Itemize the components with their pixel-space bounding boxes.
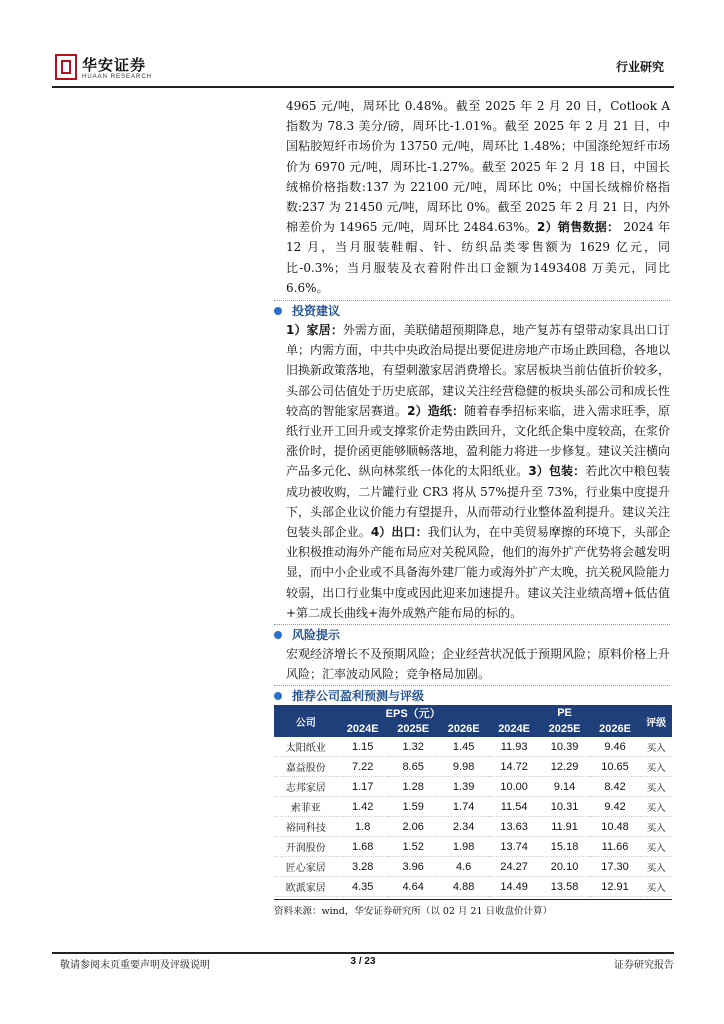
logo-name-cn: 华安证券 [82,56,147,74]
company-name: 嘉益股份 [274,757,337,777]
eps-cell: 1.17 [337,777,387,797]
table-title: 推荐公司盈利预测与评级 [292,689,425,704]
logo-name-en: HUAAN RESEARCH [82,74,153,80]
investment-paragraph [286,320,670,623]
investment-title: 投资建议 [292,304,341,319]
eps-cell: 1.74 [438,797,488,817]
pe-cell: 13.63 [489,817,539,837]
pe-cell: 9.42 [590,797,640,817]
col-rating: 评级 [640,705,672,737]
pe-cell: 15.18 [539,837,589,857]
table-row [274,857,672,877]
pe-cell: 9.14 [539,777,589,797]
col-company: 公司 [274,705,337,737]
year-header: 2024E [337,721,387,737]
pe-cell: 11.66 [590,837,640,857]
rating-cell: 买入 [640,777,672,797]
eps-cell: 1.45 [438,737,488,757]
risk-paragraph: 宏观经济增长不及预期风险；企业经营状况低于预期风险；原料价格上升风险；汇率波动风险；竞争格局加剧。 [286,647,671,682]
company-name: 志邦家居 [274,777,337,797]
home-text: 外需方面，美联储超预期降息，地产复苏有望带动家具出口订单；内需方面，中共中央政治局提出要促进房地产市场止跌回稳，各地以旧换新政策落地，有望刺激家居消费增长。家居板块当前估值折价较多，头部公司估值处于历史底部，建议关注经营稳健的板块头部公司和成长性较高的智能家居赛道。 [286,323,671,418]
table-row [274,877,672,897]
rating-cell: 买入 [640,757,672,777]
report-category: 行业研究 [615,60,664,74]
eps-cell: 3.96 [388,857,438,877]
pe-cell: 11.93 [489,737,539,757]
pe-cell: 10.31 [539,797,589,817]
pe-cell: 11.91 [539,817,589,837]
year-header: 2024E [489,721,539,737]
eps-cell: 1.8 [337,817,387,837]
rating-cell: 买入 [640,837,672,857]
eps-cell: 1.39 [438,777,488,797]
pe-cell: 10.39 [539,737,589,757]
risk-title: 风险提示 [292,628,341,643]
year-header: 2025E [539,721,589,737]
sales-text: 2024 年 12 月，当月服装鞋帽、针、纺织品类零售额为 1629 亿元，同比-0.3%；当月服装及衣着附件出口金额为1493408 万美元，同比6.6%。 [286,220,670,295]
forecast-table [274,705,672,897]
pe-cell: 17.30 [590,857,640,877]
pe-cell: 11.54 [489,797,539,817]
eps-cell: 4.88 [438,877,488,897]
table-row [274,777,672,797]
eps-cell: 7.22 [337,757,387,777]
eps-cell: 9.98 [438,757,488,777]
col-pe: PE [489,705,640,721]
eps-cell: 1.68 [337,837,387,857]
eps-cell: 1.42 [337,797,387,817]
year-header: 2026E [438,721,488,737]
table-row [274,837,672,857]
rating-cell: 买入 [640,817,672,837]
table-section-header [274,685,670,705]
rating-cell: 买入 [640,797,672,817]
huaan-logo-icon [55,54,77,80]
sales-label: 2）销售数据： [537,220,620,235]
investment-section-header [274,300,670,320]
table-row [274,817,672,837]
page-number: 3 / 23 [350,956,376,967]
pe-cell: 12.29 [539,757,589,777]
eps-cell: 4.64 [388,877,438,897]
market-data-paragraph [286,96,670,298]
export-label: 4）出口： [370,525,428,540]
eps-cell: 1.98 [438,837,488,857]
eps-cell: 1.15 [337,737,387,757]
footer-report-type: 证券研究报告 [614,960,674,971]
eps-cell: 4.6 [438,857,488,877]
export-text: 我们认为，在中美贸易摩擦的环境下，头部企业积极推动海外产能布局应对关税风险，他们的海外扩产优势将会越发明显，而中小企业或不具备海外建厂能力或海外扩产太晚，抗关税风险能力较弱，出口行业集中度或因此迎来加速提升。建议关注业绩高增+低估值+第二成长曲线+海外成熟产能布局的标的。 [286,525,671,620]
eps-cell: 2.06 [388,817,438,837]
year-header: 2025E [388,721,438,737]
bullet-icon [274,307,282,315]
year-header: 2026E [590,721,640,737]
company-name: 裕同科技 [274,817,337,837]
paper-label: 2）造纸： [407,403,465,418]
eps-cell: 1.52 [388,837,438,857]
home-label: 1）家居： [286,323,343,338]
rating-cell: 买入 [640,877,672,897]
rating-cell: 买入 [640,857,672,877]
table-row [274,797,672,817]
eps-cell: 3.28 [337,857,387,877]
main-content [274,96,671,918]
pe-cell: 20.10 [539,857,589,877]
header-divider [52,86,674,88]
pe-cell: 8.42 [590,777,640,797]
pe-cell: 10.65 [590,757,640,777]
company-name: 欧派家居 [274,877,337,897]
intro-text: 4965 元/吨，周环比 0.48%。截至 2025 年 2 月 20 日，Cotlook A 指数为 78.3 美分/磅，周环比-1.01%。截至 2025 年 2 月 21 日，中国粘胶短纤市场价为 13750 元/吨，周环比 1.48%；中国涤纶短纤市场价为 6970 元/吨，周环比-1.27%。截至 2025 年 2 月 18 日，中国长绒棉价格指数:137 为 22100 元/吨，周环比 0%；中国长绒棉价格指数:237 为 21450 元/吨，周环比 0%。截至 2025 年 2 月 21 日，内外棉差价为 14965 元/吨，周环比 2484.63%。 [286,99,670,235]
pe-cell: 13.58 [539,877,589,897]
pe-cell: 10.48 [590,817,640,837]
packaging-text: 若此次中粮包装成功被收购，二片罐行业 CR3 将从 57%提升至 73%，行业集中度提升下，头部企业议价能力有望提升，从而带动行业整体盈利提升。建议关注包装头部企业。 [286,464,671,540]
eps-cell: 1.28 [388,777,438,797]
pe-cell: 12.91 [590,877,640,897]
table-row [274,757,672,777]
table-row [274,737,672,757]
table-source: 资料来源：wind，华安证券研究所（以 02 月 21 日收盘价计算） [274,899,672,917]
pe-cell: 9.46 [590,737,640,757]
pe-cell: 13.74 [489,837,539,857]
pe-cell: 10.00 [489,777,539,797]
bullet-icon [274,692,282,700]
footer-divider [52,952,674,954]
rating-cell: 买入 [640,737,672,757]
pe-cell: 24.27 [489,857,539,877]
eps-cell: 1.32 [388,737,438,757]
eps-cell: 2.34 [438,817,488,837]
company-name: 开润股份 [274,837,337,857]
company-name: 太阳纸业 [274,737,337,757]
bullet-icon [274,631,282,639]
company-name: 索菲亚 [274,797,337,817]
pe-cell: 14.72 [489,757,539,777]
footer-disclaimer: 敬请参阅末页重要声明及评级说明 [60,960,210,971]
packaging-label: 3）包装： [528,464,586,479]
eps-cell: 1.59 [388,797,438,817]
risk-section-header [274,624,670,644]
paper-text: 随着春季招标来临，进入需求旺季，原纸行业开工回升或支撑浆价走势由跌回升，文化纸企集中度较高，在浆价涨价时，提价函更能够顺畅落地，盈利能力将进一步修复。建议关注横向产品多元化、纵向林浆纸一体化的太阳纸业。 [286,403,671,479]
company-name: 匠心家居 [274,857,337,877]
pe-cell: 14.49 [489,877,539,897]
eps-cell: 4.35 [337,877,387,897]
eps-cell: 8.65 [388,757,438,777]
col-eps: EPS（元） [337,705,488,721]
